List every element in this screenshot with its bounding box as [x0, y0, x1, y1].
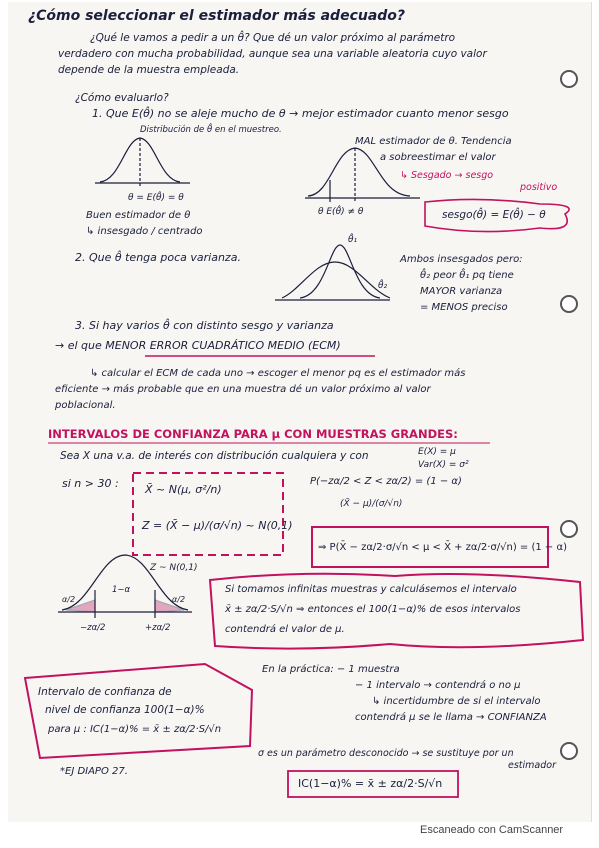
inf-samples-line-1: Si tomamos infinitas muestras y calculásemos el intervalo [225, 584, 517, 595]
intro-line-3: depende de la muestra empleada. [58, 64, 240, 76]
variance-note-1: Ambos insesgados pero: [400, 254, 523, 265]
expectation-label: E(X) = μ [418, 447, 456, 457]
variance-label: Var(X) = σ² [418, 460, 469, 470]
variance-curves [275, 245, 390, 300]
point3-line-4: eficiente → más probable que en una muestra dé un valor próximo al valor [55, 384, 431, 395]
definition-line-1: Intervalo de confianza de [38, 686, 172, 698]
minus-z-label: −zα/2 [80, 623, 106, 633]
left-tail-label: α/2 [62, 595, 76, 604]
page-title: ¿Cómo seleccionar el estimador más adecuado? [28, 8, 406, 24]
ic-intro: Sea X una v.a. de interés con distribución cualquiera y con [60, 450, 369, 462]
point3-line-3: ↳ calcular el ECM de cada uno → escoger el menor pq es el estimador más [90, 368, 466, 379]
point3-line-1: 3. Si hay varios θ̂ con distinto sesgo y varianza [75, 319, 334, 332]
prob-interval: ⇒ P(X̄ − zα/2·σ/√n < μ < X̄ + zα/2·σ/√n) = (1 − α) [318, 542, 567, 553]
final-ic-formula: IC(1−α)% = x̄ ± zα/2·S/√n [298, 777, 443, 790]
practice-line-1: En la práctica: − 1 muestra [262, 664, 400, 675]
point2-text: 2. Que θ̂ tenga poca varianza. [75, 251, 241, 264]
bad-axis-label: θ E(θ̂) ≠ θ [318, 207, 364, 217]
unbiased-label: ↳ insesgado / centrado [86, 226, 203, 237]
scanner-watermark: Escaneado con CamScanner [420, 824, 564, 836]
practice-line-2: − 1 intervalo → contendrá o no μ [355, 680, 521, 691]
overestimate-label: a sobreestimar el valor [380, 152, 496, 163]
inf-samples-line-2: x̄ ± zα/2·S/√n ⇒ entonces el 100(1−α)% de esos intervalos [225, 604, 521, 615]
biased-label: ↳ Sesgado → sesgo [400, 170, 494, 181]
large-sample-condition: si n > 30 : [62, 477, 119, 490]
plus-z-label: +zα/2 [145, 623, 171, 633]
intro-line-2: verdadero con mucha probabilidad, aunque sea una variable aleatoria cuyo valor [58, 48, 487, 60]
curve1-label: θ̂₁ [348, 235, 358, 245]
positive-bias-label: positivo [520, 182, 558, 193]
point3-line-2: → el que MENOR ERROR CUADRÁTICO MEDIO (ECM) [55, 339, 341, 352]
point1-text: 1. Que E(θ̂) no se aleje mucho de θ → mejor estimador cuanto menor sesgo [92, 107, 509, 120]
dist-label: Distribución de θ̂ en el muestreo. [140, 125, 282, 135]
unbiased-curve [95, 138, 190, 186]
variance-note-4: = MENOS preciso [420, 302, 508, 313]
evaluate-heading: ¿Cómo evaluarlo? [75, 92, 169, 104]
ic-section-title: INTERVALOS DE CONFIANZA PARA μ CON MUESTRAS GRANDES: [48, 427, 458, 441]
xbar-distribution: X̄ ~ N(μ, σ²/n) [145, 483, 222, 496]
prob-z-expanded: (X̄ − μ)/(σ/√n) [340, 499, 403, 509]
good-estimator-label: Buen estimador de θ [86, 210, 191, 221]
curve2-label: θ̂₂ [378, 281, 388, 291]
variance-note-2: θ̂₂ peor θ̂₁ pq tiene [420, 270, 514, 281]
point3-line-5: poblacional. [55, 400, 116, 411]
bad-estimator-label: MAL estimador de θ. Tendencia [355, 136, 512, 147]
practice-line-3: ↳ incertidumbre de si el intervalo [372, 696, 541, 707]
variance-note-3: MAYOR varianza [420, 286, 503, 297]
z-dist-label: Z ~ N(0,1) [150, 563, 198, 573]
definition-line-3: para μ : IC(1−α)% = x̄ ± zα/2·S/√n [48, 724, 222, 735]
confidence-area-label: 1−α [112, 585, 131, 595]
definition-line-2: nivel de confianza 100(1−α)% [45, 704, 205, 716]
practice-line-4: contendrá μ se le llama → CONFIANZA [355, 712, 547, 723]
z-standardization: Z = (X̄ − μ)/(σ/√n) ~ N(0,1) [142, 519, 293, 532]
bias-formula: sesgo(θ̂) = E(θ̂) − θ [442, 209, 546, 221]
sigma-substitution: σ es un parámetro desconocido → se sustituye por un [258, 748, 514, 759]
prob-statement: P(−zα/2 < Z < zα/2) = (1 − α) [310, 476, 462, 487]
estimator-word: estimador [508, 760, 556, 771]
good-axis-label: θ = E(θ̂) = θ [128, 193, 184, 203]
intro-line-1: ¿Qué le vamos a pedir a un θ̂? Que dé un valor próximo al parámetro [90, 32, 456, 44]
example-reference: *EJ DIAPO 27. [60, 766, 128, 777]
inf-samples-line-3: contendrá el valor de μ. [225, 624, 345, 635]
right-tail-label: α/2 [172, 595, 186, 604]
